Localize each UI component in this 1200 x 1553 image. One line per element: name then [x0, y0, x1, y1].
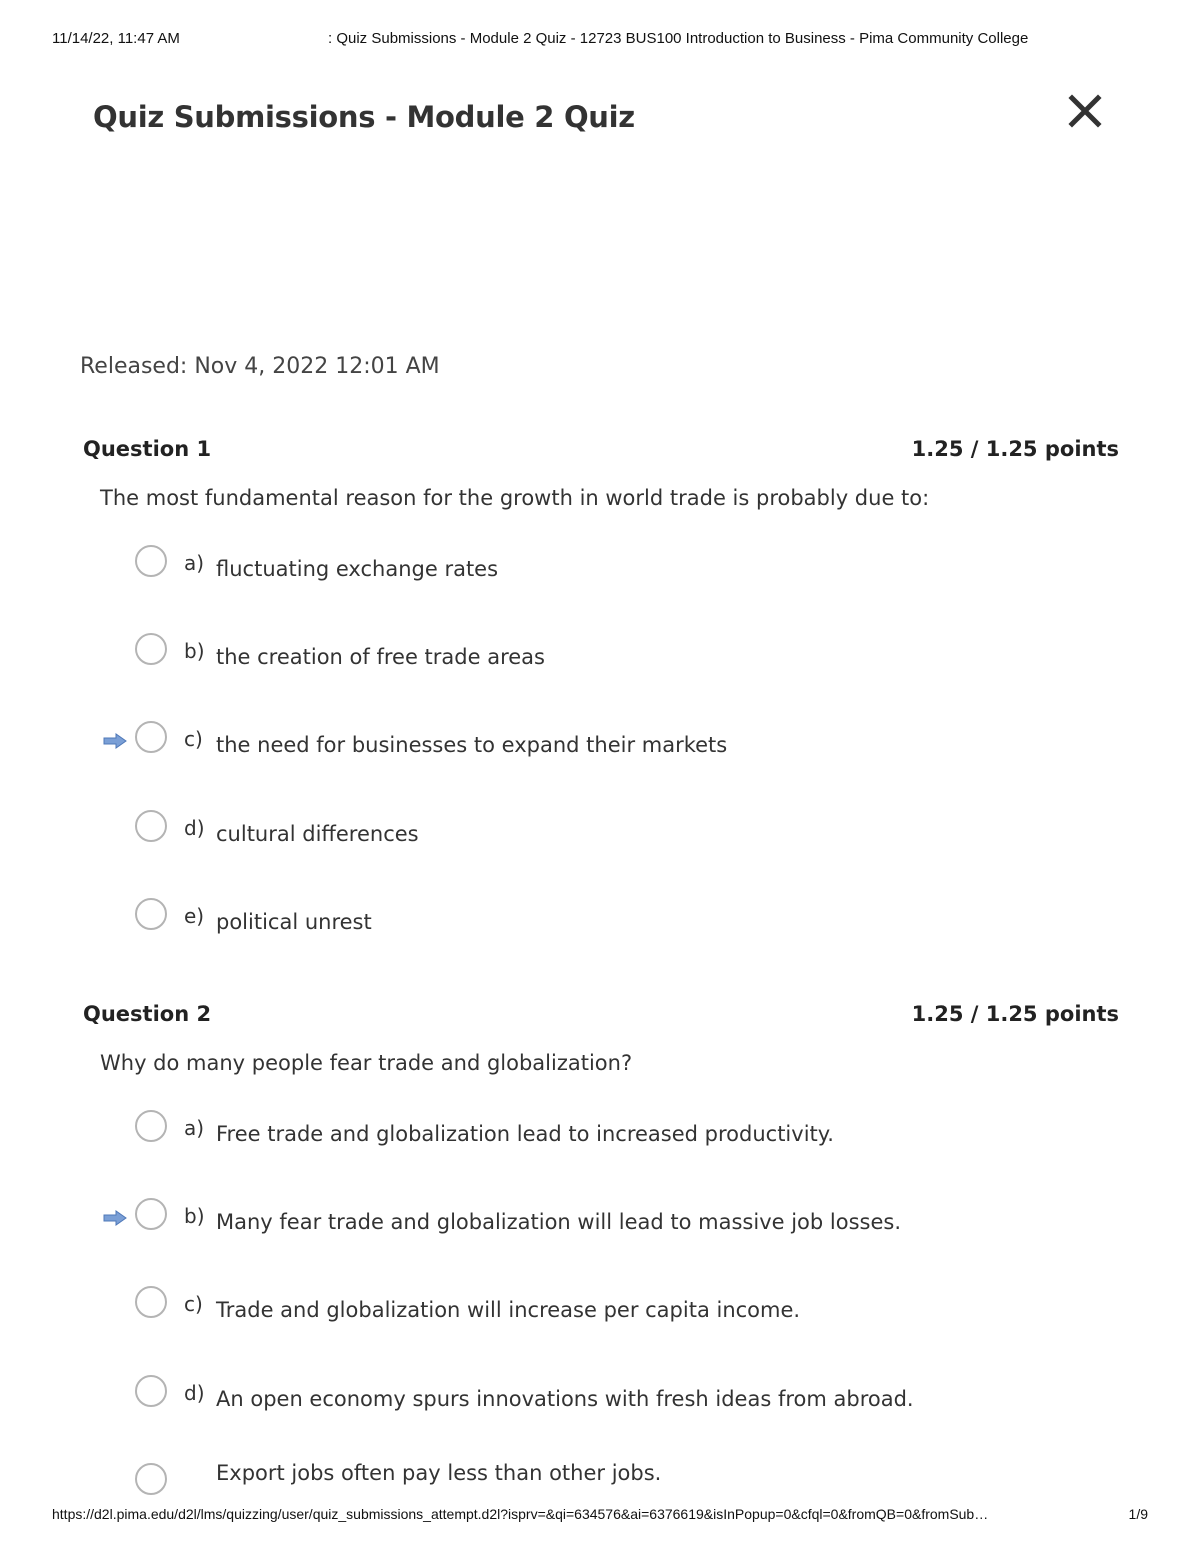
option-text: cultural differences	[216, 822, 419, 846]
question-2-option-e[interactable]	[100, 1463, 1100, 1507]
page-title: Quiz Submissions - Module 2 Quiz	[93, 100, 635, 134]
print-header	[52, 30, 1148, 50]
close-icon	[1066, 92, 1104, 130]
question-1-option-b[interactable]	[100, 633, 1100, 677]
print-page-number: 1/9	[1128, 1506, 1148, 1522]
option-letter: b)	[184, 639, 205, 663]
question-1-option-d[interactable]	[100, 810, 1100, 854]
radio-button[interactable]	[135, 810, 167, 842]
option-letter: a)	[184, 1116, 205, 1140]
question-1-option-c[interactable]	[100, 721, 1100, 765]
question-points: 1.25 / 1.25 points	[911, 1002, 1119, 1026]
option-letter: d)	[184, 816, 205, 840]
radio-button[interactable]	[135, 633, 167, 665]
option-text: Export jobs often pay less than other jobs.	[216, 1461, 662, 1485]
selected-answer-arrow-icon	[103, 733, 127, 749]
released-date: Released: Nov 4, 2022 12:01 AM	[80, 354, 440, 379]
question-label: Question 2	[83, 1002, 212, 1026]
radio-button[interactable]	[135, 1198, 167, 1230]
option-text: An open economy spurs innovations with fresh ideas from abroad.	[216, 1387, 914, 1411]
close-button[interactable]	[1066, 92, 1104, 130]
radio-button[interactable]	[135, 721, 167, 753]
radio-button[interactable]	[135, 898, 167, 930]
option-letter: a)	[184, 551, 205, 575]
question-2-header	[83, 1002, 1119, 1032]
question-label: Question 1	[83, 437, 212, 461]
question-points: 1.25 / 1.25 points	[911, 437, 1119, 461]
option-text: the need for businesses to expand their markets	[216, 733, 728, 757]
radio-button[interactable]	[135, 1463, 167, 1495]
option-letter: e)	[184, 904, 205, 928]
option-text: Many fear trade and globalization will lead to massive job losses.	[216, 1210, 902, 1234]
question-1-header	[83, 437, 1119, 467]
print-document-title: : Quiz Submissions - Module 2 Quiz - 12723 BUS100 Introduction to Business - Pima Community College	[328, 30, 1029, 47]
question-1-option-e[interactable]	[100, 898, 1100, 942]
question-2-option-a[interactable]	[100, 1110, 1100, 1154]
radio-button[interactable]	[135, 1375, 167, 1407]
print-url: https://d2l.pima.edu/d2l/lms/quizzing/user/quiz_submissions_attempt.d2l?isprv=&qi=634576&ai=6376619&isInPopup=0&cfql=0&fromQB=0&fromSub…	[52, 1506, 989, 1522]
question-1-text: The most fundamental reason for the growth in world trade is probably due to:	[100, 486, 930, 510]
question-2-option-d[interactable]	[100, 1375, 1100, 1419]
option-letter: c)	[184, 1292, 203, 1316]
radio-button[interactable]	[135, 545, 167, 577]
question-2-option-c[interactable]	[100, 1286, 1100, 1330]
print-date: 11/14/22, 11:47 AM	[52, 30, 180, 47]
radio-button[interactable]	[135, 1110, 167, 1142]
question-2-option-b[interactable]	[100, 1198, 1100, 1242]
option-text: fluctuating exchange rates	[216, 557, 499, 581]
option-text: Trade and globalization will increase per capita income.	[216, 1298, 801, 1322]
option-letter: d)	[184, 1381, 205, 1405]
option-text: political unrest	[216, 910, 372, 934]
print-footer	[52, 1506, 1148, 1526]
option-letter: c)	[184, 727, 203, 751]
radio-button[interactable]	[135, 1286, 167, 1318]
question-2-text: Why do many people fear trade and globalization?	[100, 1051, 633, 1075]
selected-answer-arrow-icon	[103, 1210, 127, 1226]
question-1-option-a[interactable]	[100, 545, 1100, 589]
option-text: the creation of free trade areas	[216, 645, 545, 669]
option-text: Free trade and globalization lead to increased productivity.	[216, 1122, 834, 1146]
option-letter: b)	[184, 1204, 205, 1228]
